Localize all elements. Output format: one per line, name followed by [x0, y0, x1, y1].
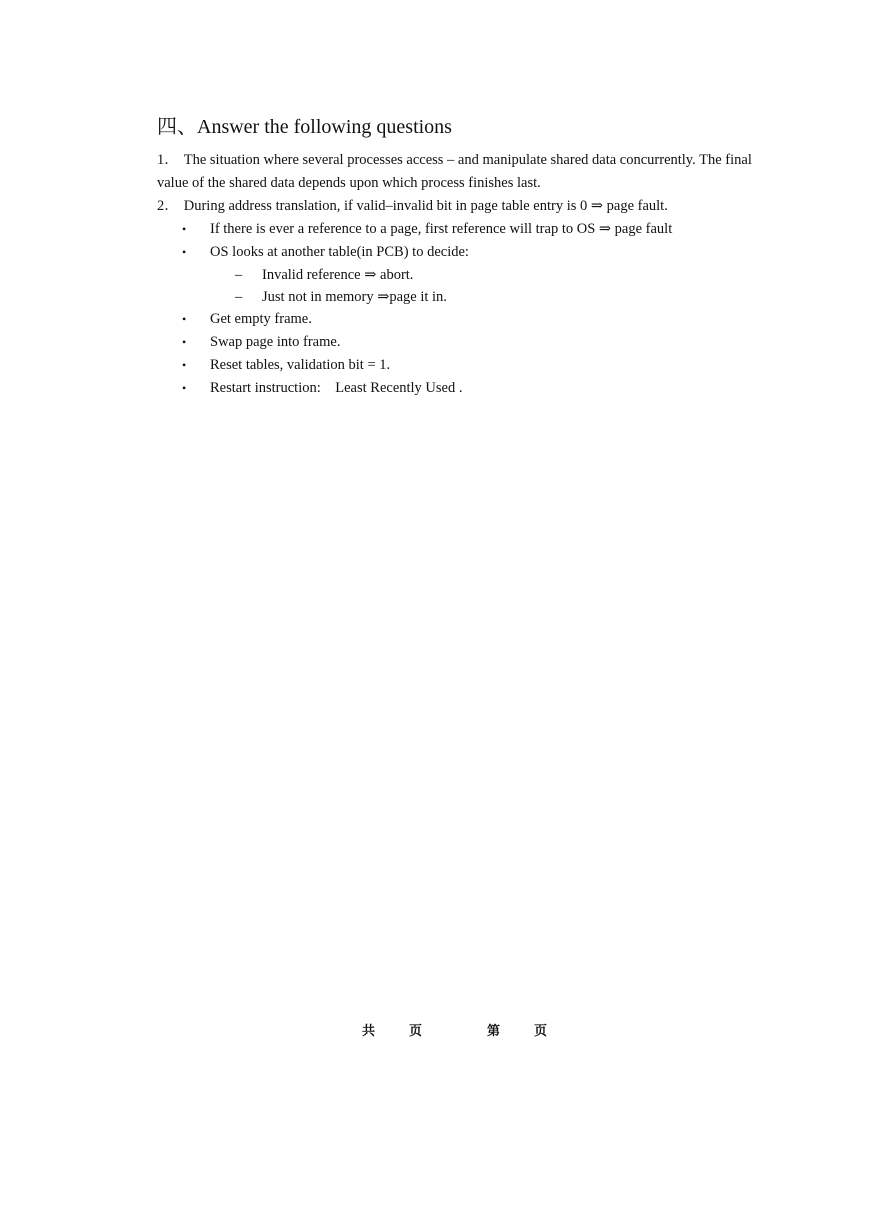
list-item [157, 218, 757, 241]
list-item [157, 377, 757, 400]
bullet-mark: • [182, 358, 187, 372]
bullet-mark: • [182, 312, 187, 326]
question-2-answer [157, 195, 757, 218]
sub-list-item-text: Invalid reference ⇒ abort. [262, 267, 414, 283]
question-number: 2． [157, 198, 179, 214]
answer-bullet-list [157, 218, 757, 400]
footer-total-label: 共 [362, 1024, 376, 1039]
bullet-mark: • [182, 335, 187, 349]
answer-text: During address translation, if valid–invalid bit in page table entry is 0 ⇒ page fault. [183, 198, 668, 214]
footer-page-label: 页 [409, 1024, 423, 1039]
list-item [157, 241, 757, 308]
sub-list-item-text: Just not in memory ⇒page it in. [262, 289, 447, 305]
list-item-text: Get empty frame. [210, 311, 312, 327]
list-item [157, 354, 757, 377]
dash-mark: – [235, 289, 243, 305]
section-heading: 四、Answer the following questions [157, 116, 452, 138]
dash-mark: – [235, 267, 243, 283]
list-item-text: If there is ever a reference to a page, first reference will trap to OS ⇒ page fault [210, 221, 673, 237]
question-1-answer [157, 149, 757, 195]
sub-list [210, 264, 757, 308]
list-item-text: Restart instruction: Least Recently Used . [210, 380, 463, 396]
list-item-text: OS looks at another table(in PCB) to decide: [210, 244, 469, 260]
bullet-mark: • [182, 381, 187, 395]
list-item-text: Swap page into frame. [210, 334, 341, 350]
footer-page-label: 页 [534, 1024, 548, 1039]
question-number: 1． [157, 152, 179, 168]
sub-list-item [157, 286, 757, 308]
bullet-mark: • [182, 222, 187, 236]
bullet-mark: • [182, 245, 187, 259]
list-item [157, 308, 757, 331]
footer-current-label: 第 [487, 1024, 501, 1039]
answers-content [157, 149, 757, 400]
sub-list-item [157, 264, 757, 286]
answer-text: The situation where several processes access – and manipulate shared data concurrently. The final value of the shared data depends upon which process finishes last. [157, 152, 752, 191]
list-item [157, 331, 757, 354]
list-item-text: Reset tables, validation bit = 1. [210, 357, 391, 373]
